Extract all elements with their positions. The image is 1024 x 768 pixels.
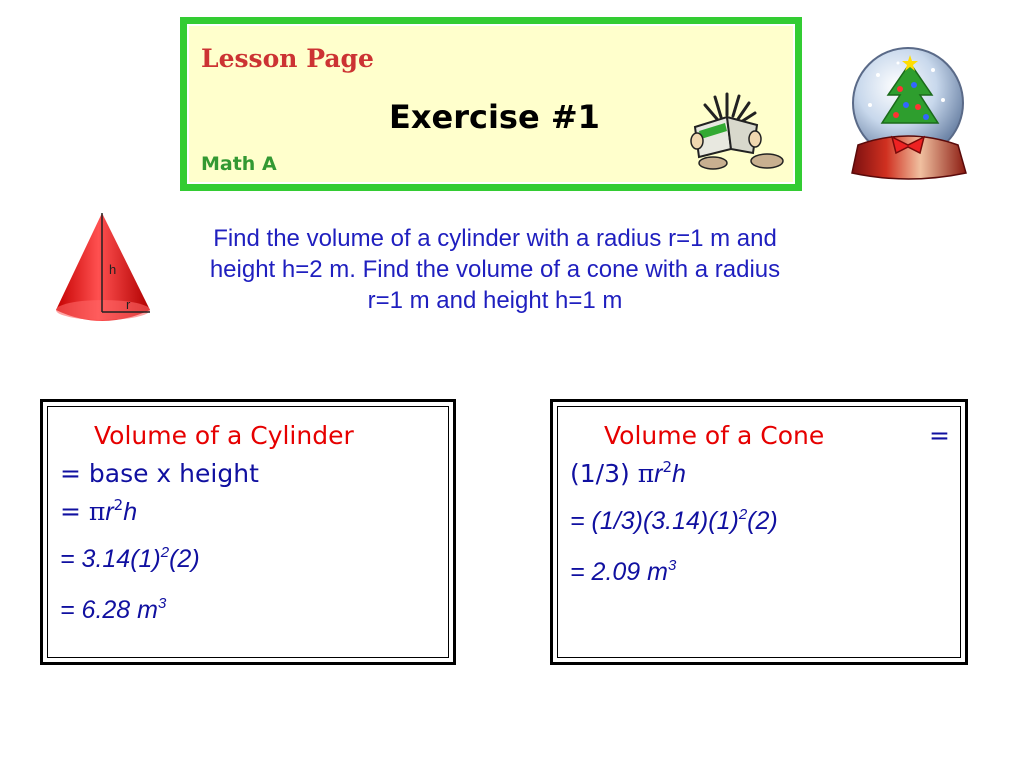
cylinder-formula-line-1: = base x height <box>60 459 259 488</box>
cylinder-substitution <box>60 545 438 574</box>
cone-one-third: (1/3) <box>570 459 638 488</box>
snow-globe-icon <box>848 45 968 185</box>
radius-variable: r <box>105 498 114 526</box>
cone-heading: Volume of a Cone <box>604 421 825 450</box>
lesson-banner-panel <box>187 24 795 184</box>
cylinder-equals: = <box>60 497 89 526</box>
lesson-banner <box>180 17 802 191</box>
cylinder-result-value: = 6.28 m <box>60 596 158 624</box>
lesson-title: Lesson Page <box>201 44 374 73</box>
height-variable: h <box>123 498 138 526</box>
cone-heading-line <box>570 417 950 455</box>
exercise-title: Exercise #1 <box>389 98 600 136</box>
cylinder-solution <box>60 417 438 625</box>
cone-step-prefix: = (1/3)(3.14)(1) <box>570 507 739 535</box>
cone-diagram-icon <box>52 210 156 328</box>
pi-symbol: π <box>637 459 655 488</box>
cylinder-formula-line-2 <box>60 493 438 531</box>
cylinder-step-suffix: (2) <box>169 545 200 573</box>
radius-exponent: 2 <box>113 496 124 514</box>
cylinder-result <box>60 596 438 625</box>
cone-height-label: h <box>109 262 117 277</box>
radius-exponent: 2 <box>662 458 673 476</box>
cone-solution <box>570 417 950 587</box>
cone-step-suffix: (2) <box>747 507 778 535</box>
cone-result-exponent: 3 <box>667 557 677 574</box>
cone-formula-line <box>570 455 950 493</box>
cylinder-answer-inner-border <box>47 406 449 658</box>
cone-substitution <box>570 507 950 536</box>
cylinder-step-exponent: 2 <box>160 544 170 561</box>
cylinder-result-exponent: 3 <box>157 595 167 612</box>
course-label: Math A <box>201 153 277 175</box>
cylinder-answer-box <box>40 399 456 665</box>
cone-equals-sign: = <box>929 421 950 450</box>
cylinder-heading: Volume of a Cylinder <box>94 421 354 450</box>
cylinder-step-prefix: = 3.14(1) <box>60 545 161 573</box>
radius-variable: r <box>654 460 663 488</box>
height-variable: h <box>672 460 686 488</box>
cylinder-heading-line <box>60 417 438 455</box>
cone-answer-box <box>550 399 968 665</box>
cone-result <box>570 558 950 587</box>
cone-answer-inner-border <box>557 406 961 658</box>
cone-step-exponent: 2 <box>738 506 748 523</box>
cone-radius-label: r <box>126 297 131 312</box>
reader-clipart-icon <box>687 91 787 171</box>
pi-symbol: π <box>88 497 106 526</box>
problem-statement: Find the volume of a cylinder with a radius r=1 m and height h=2 m. Find the volume of a cone with a radius r=1 m and height h=1 m <box>209 225 781 315</box>
cone-result-value: = 2.09 m <box>570 558 668 586</box>
